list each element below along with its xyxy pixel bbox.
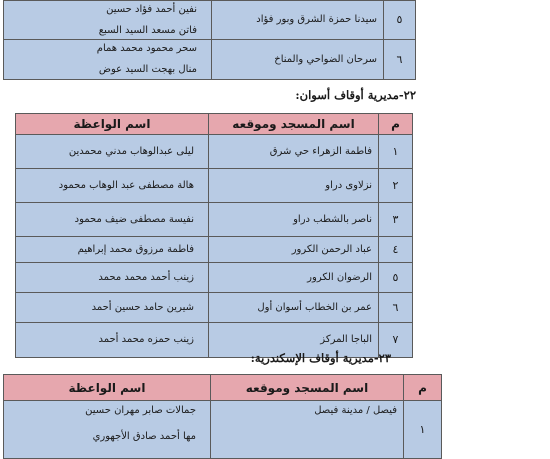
preacher-name: جمالات صابر مهران حسين: [85, 405, 196, 416]
header-num: م: [404, 375, 442, 401]
preacher-cell: [4, 40, 212, 80]
table-header-row: [4, 375, 442, 401]
row-number: ١: [404, 401, 442, 459]
header-person: اسم الواعظة: [16, 114, 209, 135]
table-row: [16, 135, 413, 169]
header-num: م: [379, 114, 413, 135]
table-row: [4, 401, 442, 459]
preacher-cell: شيرين حامد حسين أحمد: [16, 293, 209, 323]
row-number: ٣: [379, 203, 413, 237]
mosque-cell: الرضوان الكرور: [209, 263, 379, 293]
mosque-cell: سيدنا حمزة الشرق وبور فؤاد: [212, 1, 384, 40]
mosque-cell: سرحان الضواحي والمناخ: [212, 40, 384, 80]
mosque-cell: ناصر بالشطب دراو: [209, 203, 379, 237]
table-section-1: [3, 0, 416, 80]
table-row: [16, 203, 413, 237]
row-number: ٦: [384, 40, 416, 80]
preacher-cell: فاطمة مرزوق محمد إبراهيم: [16, 237, 209, 263]
table-row: [16, 263, 413, 293]
header-mosque: اسم المسجد وموقعه: [209, 114, 379, 135]
preacher-name: نفين أحمد فؤاد حسين: [106, 3, 197, 15]
mosque-cell: فاطمة الزهراء حي شرق: [209, 135, 379, 169]
row-number: ٤: [379, 237, 413, 263]
row-number: ٥: [379, 263, 413, 293]
table-row: [16, 293, 413, 323]
mosque-cell: عمر بن الخطاب أسوان أول: [209, 293, 379, 323]
table-row: [16, 237, 413, 263]
table-aswan: [15, 113, 413, 358]
preacher-cell: [4, 1, 212, 40]
row-number: ٢: [379, 169, 413, 203]
row-number: ١: [379, 135, 413, 169]
header-person: اسم الواعظة: [4, 375, 211, 401]
mosque-cell: نزلاوى دراو: [209, 169, 379, 203]
preacher-cell: نفيسة مصطفى ضيف محمود: [16, 203, 209, 237]
preacher-name: منال بهجت السيد عوض: [98, 64, 197, 75]
table-row: [16, 169, 413, 203]
row-number: ٧: [379, 323, 413, 358]
table-alexandria: [3, 374, 442, 459]
row-number: ٥: [384, 1, 416, 40]
preacher-name: فاتن مسعد السيد السبع: [98, 24, 197, 36]
mosque-cell: الباجا المركز: [209, 323, 379, 358]
section-heading-aswan: ٢٢-مديرية أوقاف أسوان:: [295, 88, 416, 102]
table-row: [4, 1, 416, 40]
mosque-cell: فيصل / مدينة فيصل: [211, 401, 404, 459]
preacher-name: مها أحمد صادق الأجهوري: [92, 431, 196, 442]
table-row: [4, 40, 416, 80]
preacher-cell: هالة مصطفى عبد الوهاب محمود: [16, 169, 209, 203]
mosque-cell: عباد الرحمن الكرور: [209, 237, 379, 263]
section-heading-alexandria: ٢٣-مديرية أوقاف الإسكندرية:: [250, 351, 391, 365]
preacher-cell: زينب حمزه محمد أحمد: [16, 323, 209, 358]
preacher-name: سحر محمود محمد همام: [96, 43, 197, 54]
preacher-cell: [4, 401, 211, 459]
table-header-row: [16, 114, 413, 135]
header-mosque: اسم المسجد وموقعه: [211, 375, 404, 401]
preacher-cell: ليلى عبدالوهاب مدني محمدين: [16, 135, 209, 169]
row-number: ٦: [379, 293, 413, 323]
preacher-cell: زينب أحمد محمد محمد: [16, 263, 209, 293]
